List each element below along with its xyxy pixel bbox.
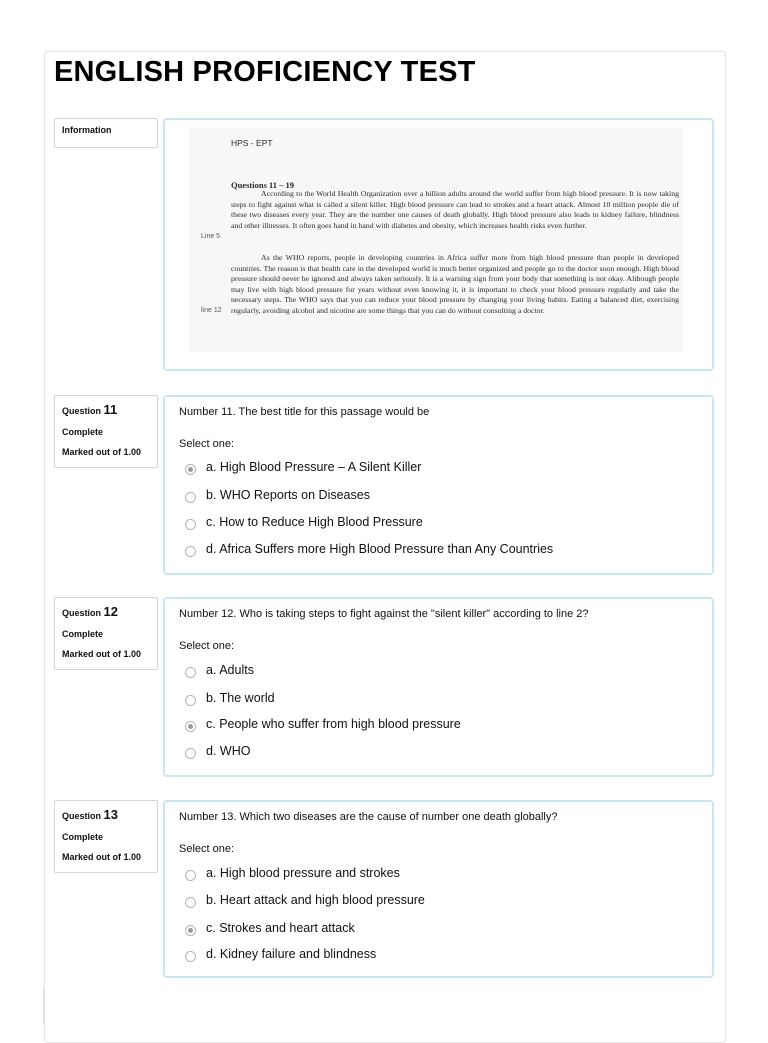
option-label: c. How to Reduce High Blood Pressure	[206, 515, 423, 529]
radio-button[interactable]	[185, 925, 196, 936]
option-a[interactable]	[185, 660, 254, 680]
radio-button[interactable]	[185, 897, 196, 908]
option-label: b. Heart attack and high blood pressure	[206, 893, 425, 907]
option-d[interactable]	[185, 741, 250, 761]
question-12-content	[163, 597, 714, 777]
option-c[interactable]	[185, 714, 461, 734]
question-number: 13	[103, 807, 118, 822]
radio-button[interactable]	[185, 748, 196, 759]
question-marks: Marked out of 1.00	[62, 649, 142, 659]
question-status: Complete	[62, 832, 104, 842]
divider	[43, 988, 44, 1024]
radio-button[interactable]	[185, 695, 196, 706]
question-marks: Marked out of 1.00	[62, 447, 142, 457]
radio-button[interactable]	[185, 519, 196, 530]
radio-button[interactable]	[185, 546, 196, 557]
select-one-label: Select one:	[179, 843, 235, 855]
question-number: 12	[103, 604, 118, 619]
question-status: Complete	[62, 629, 104, 639]
option-c[interactable]	[185, 918, 355, 938]
page-title: ENGLISH PROFICIENCY TEST	[54, 56, 476, 88]
passage-header: HPS - EPT	[231, 138, 273, 148]
option-d[interactable]	[185, 539, 553, 559]
passage-question-range: Questions 11 – 19	[231, 180, 295, 190]
option-label: c. Strokes and heart attack	[206, 921, 355, 935]
question-12-info-box	[54, 597, 158, 670]
option-d[interactable]	[185, 944, 376, 964]
option-label: d. Africa Suffers more High Blood Pressure than Any Countries	[206, 542, 554, 556]
question-13-content	[163, 800, 714, 978]
information-content	[163, 118, 714, 371]
question-status: Complete	[62, 427, 104, 437]
option-c[interactable]	[185, 512, 423, 532]
question-number: 11	[103, 402, 118, 417]
passage-line-5-label: Line 5	[201, 233, 221, 240]
radio-button[interactable]	[185, 492, 196, 503]
passage-line-12-label: line 12	[201, 307, 222, 314]
option-label: d. WHO	[206, 744, 251, 758]
question-text: Number 13. Which two diseases are the cause of number one death globally?	[179, 811, 558, 823]
question-label: Question 12	[62, 604, 118, 619]
option-label: a. High Blood Pressure – A Silent Killer	[206, 460, 422, 474]
option-a[interactable]	[185, 863, 400, 883]
option-label: a. Adults	[206, 663, 254, 677]
radio-button[interactable]	[185, 721, 196, 732]
option-b[interactable]	[185, 688, 275, 708]
passage-paragraph-1: According to the World Health Organization over a billion adults around the world suffer from high blood pressure. It is now taking steps to fight against what is called a silent killer. High blood pressure can lead to strokes and a heart attack. Almost 10 million people die of these two diseases every year. They are the number one causes of death globally. High blood pressure also leads to kidney failure, blindness and other illnesses. It often goes hand in hand with diabetes and obesity, which increases health risks even further.	[231, 189, 679, 230]
information-info-box	[54, 118, 158, 148]
question-text: Number 12. Who is taking steps to fight against the "silent killer" according to line 2?	[179, 608, 589, 620]
option-label: a. High blood pressure and strokes	[206, 866, 400, 880]
question-13-info-box	[54, 800, 158, 873]
question-label: Question 13	[62, 807, 118, 822]
radio-button[interactable]	[185, 464, 196, 475]
radio-button[interactable]	[185, 951, 196, 962]
passage-paragraph-2: As the WHO reports, people in developing countries in Africa suffer more from high blood pressure than people in developed countries. The reason is that health care in the developed world is much better organized and people go to the doctor soon enough. High blood pressure should never be ignored and always taken seriously. It is a warning sign from your body that something is not okay. Although people may live with high blood pressure for years without even knowing it, it is important to check your blood pressure regularly and take the necessary steps. The WHO says that you can reduce your blood pressure by changing your living habits. Eating a balanced diet, exercising regularly, avoiding alcohol and nicotine are some things that you can do without consulting a doctor.	[231, 253, 679, 315]
question-11-info-box	[54, 395, 158, 468]
option-a[interactable]	[185, 457, 421, 477]
question-text: Number 11. The best title for this passage would be	[179, 406, 430, 418]
option-b[interactable]	[185, 485, 370, 505]
passage-image	[189, 128, 683, 352]
information-label: Information	[62, 125, 112, 135]
select-one-label: Select one:	[179, 640, 235, 652]
question-label: Question 11	[62, 402, 118, 417]
option-b[interactable]	[185, 890, 425, 910]
question-11-content	[163, 395, 714, 575]
option-label: b. WHO Reports on Diseases	[206, 488, 370, 502]
question-marks: Marked out of 1.00	[62, 852, 142, 862]
radio-button[interactable]	[185, 667, 196, 678]
option-label: d. Kidney failure and blindness	[206, 947, 377, 961]
option-label: b. The world	[206, 691, 275, 705]
select-one-label: Select one:	[179, 438, 235, 450]
option-label: c. People who suffer from high blood pressure	[206, 717, 461, 731]
radio-button[interactable]	[185, 870, 196, 881]
